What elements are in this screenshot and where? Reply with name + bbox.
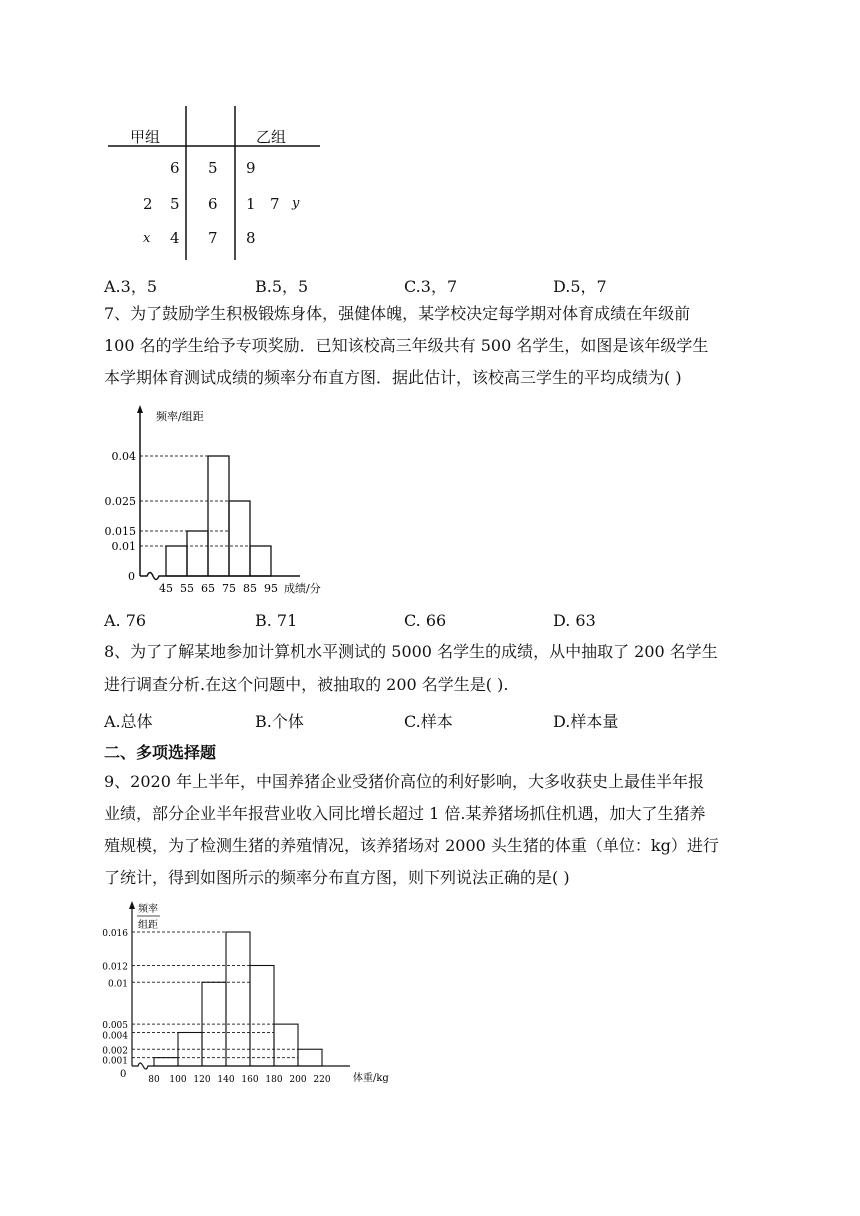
- score-histogram: [100, 402, 340, 602]
- histogram-bar: [274, 1024, 298, 1066]
- histogram-bar: [250, 966, 274, 1067]
- histogram-bar: [208, 456, 229, 576]
- q8-line: 进行调查分析.在这个问题中，被抽取的 200 名学生是( ).: [104, 675, 509, 694]
- leaf-right: 9: [246, 159, 256, 177]
- chart2-guides: [132, 932, 298, 1058]
- q7-line: 本学期体育测试成绩的频率分布直方图．据此估计，该校高三学生的平均成绩为( ): [104, 368, 682, 387]
- x-tick-label: 160: [241, 1075, 259, 1085]
- option-b[interactable]: B. 71: [255, 611, 298, 630]
- x-tick-label: 100: [169, 1075, 187, 1085]
- left-group-header: 甲组: [130, 128, 161, 146]
- y-tick-label: 0.015: [104, 525, 136, 538]
- x-tick-label: 200: [289, 1075, 307, 1085]
- y-tick-label: 0.025: [104, 495, 136, 508]
- chart1-x-ticks: [159, 582, 278, 595]
- chart2-ylabel-bottom: 组距: [138, 920, 158, 931]
- histogram-bar: [166, 546, 187, 576]
- x-tick-label: 75: [222, 582, 236, 595]
- q9-line: 了统计，得到如图所示的频率分布直方图，则下列说法正确的是( ): [104, 868, 570, 887]
- option-d[interactable]: D.样本量: [553, 712, 619, 731]
- y-tick-label: 0.002: [102, 1046, 128, 1057]
- option-a[interactable]: A. 76: [104, 611, 147, 630]
- chart2-bars: [154, 932, 322, 1066]
- y-tick-label: 0.04: [111, 450, 136, 463]
- section-title: 二、多项选择题: [104, 743, 217, 762]
- histogram-bar: [229, 501, 250, 576]
- leaf-left-variable: x: [143, 231, 151, 246]
- histogram-bar: [154, 1058, 178, 1066]
- chart1-bars: [166, 456, 271, 576]
- x-tick-label: 45: [159, 582, 173, 595]
- chart2-ylabel-top: 频率: [138, 904, 158, 915]
- leaf-left: 4: [170, 229, 180, 247]
- x-tick-label: 140: [217, 1075, 235, 1085]
- y-tick-label: 0.012: [102, 962, 128, 973]
- x-tick-label: 55: [180, 582, 194, 595]
- x-tick-label: 80: [148, 1075, 160, 1085]
- stem-leaf-lines: [100, 100, 340, 265]
- histogram-bar: [250, 546, 271, 576]
- weight-histogram: [100, 898, 400, 1090]
- option-d[interactable]: D. 63: [553, 611, 596, 630]
- leaf-right: 1: [246, 195, 256, 213]
- x-tick-label: 95: [264, 582, 278, 595]
- option-c[interactable]: C. 66: [404, 611, 447, 630]
- leaf-left: 5: [170, 195, 180, 213]
- x-tick-label: 85: [243, 582, 257, 595]
- y-tick-label: 0.005: [102, 1021, 128, 1032]
- x-tick-label: 180: [265, 1075, 283, 1085]
- q9-line: 业绩，部分企业半年报营业收入同比增长超过 1 倍.某养猪场抓住机遇，加大了生猪养: [104, 804, 706, 823]
- option-a[interactable]: A.总体: [104, 712, 153, 731]
- option-a[interactable]: A.3，5: [104, 277, 158, 296]
- x-tick-label: 220: [313, 1075, 331, 1085]
- leaf-right: 8: [246, 229, 256, 247]
- stem: 5: [208, 159, 218, 177]
- histogram-bar: [226, 932, 250, 1066]
- chart2-x-axis: [132, 1063, 350, 1069]
- y-tick-label: 0.004: [102, 1031, 128, 1042]
- right-group-header: 乙组: [256, 128, 287, 146]
- histogram-bar: [298, 1049, 322, 1066]
- x-tick-label: 65: [201, 582, 215, 595]
- chart2-xlabel: 体重/kg: [353, 1073, 389, 1084]
- option-c[interactable]: C.3，7: [404, 277, 458, 296]
- chart1-origin: 0: [128, 570, 135, 583]
- option-b[interactable]: B.5，5: [255, 277, 309, 296]
- option-b[interactable]: B.个体: [255, 712, 304, 731]
- stem: 7: [208, 229, 218, 247]
- q7-line: 100 名的学生给予专项奖励．已知该校高三年级共有 500 名学生，如图是该年级学生: [104, 336, 709, 355]
- chart1-xlabel: 成绩/分: [284, 582, 321, 595]
- leaf-left: 2: [143, 195, 153, 213]
- stem: 6: [208, 195, 218, 213]
- x-tick-label: 120: [193, 1075, 211, 1085]
- y-tick-label: 0.001: [102, 1056, 128, 1067]
- option-d[interactable]: D.5，7: [553, 277, 607, 296]
- q7-line: 7、为了鼓励学生积极锻炼身体，强健体魄，某学校决定每学期对体育成绩在年级前: [104, 304, 691, 323]
- histogram-bar: [187, 531, 208, 576]
- chart2-y-ticks: [102, 929, 128, 1067]
- y-tick-label: 0.01: [107, 979, 128, 990]
- q8-line: 8、为了了解某地参加计算机水平测试的 5000 名学生的成绩，从中抽取了 200 名学生: [104, 642, 718, 661]
- y-tick-label: 0.01: [111, 540, 136, 553]
- leaf-right: 7: [270, 195, 280, 213]
- leaf-left: 6: [170, 159, 180, 177]
- y-tick-label: 0.016: [102, 929, 128, 939]
- chart2-x-ticks: [148, 1075, 331, 1085]
- chart2-origin: 0: [120, 1069, 127, 1080]
- option-c[interactable]: C.样本: [404, 712, 453, 731]
- chart1-x-axis: [140, 573, 300, 580]
- leaf-right-variable: y: [292, 196, 300, 211]
- chart1-ylabel: 频率/组距: [156, 410, 204, 423]
- q9-line: 9、2020 年上半年，中国养猪企业受猪价高位的利好影响，大多收获史上最佳半年报: [104, 772, 704, 791]
- chart1-y-arrow: [137, 405, 143, 413]
- q9-line: 殖规模，为了检测生猪的养殖情况，该养猪场对 2000 头生猪的体重（单位：kg）进行: [104, 836, 719, 855]
- chart1-y-ticks: [105, 450, 137, 553]
- chart2-y-arrow: [129, 901, 135, 909]
